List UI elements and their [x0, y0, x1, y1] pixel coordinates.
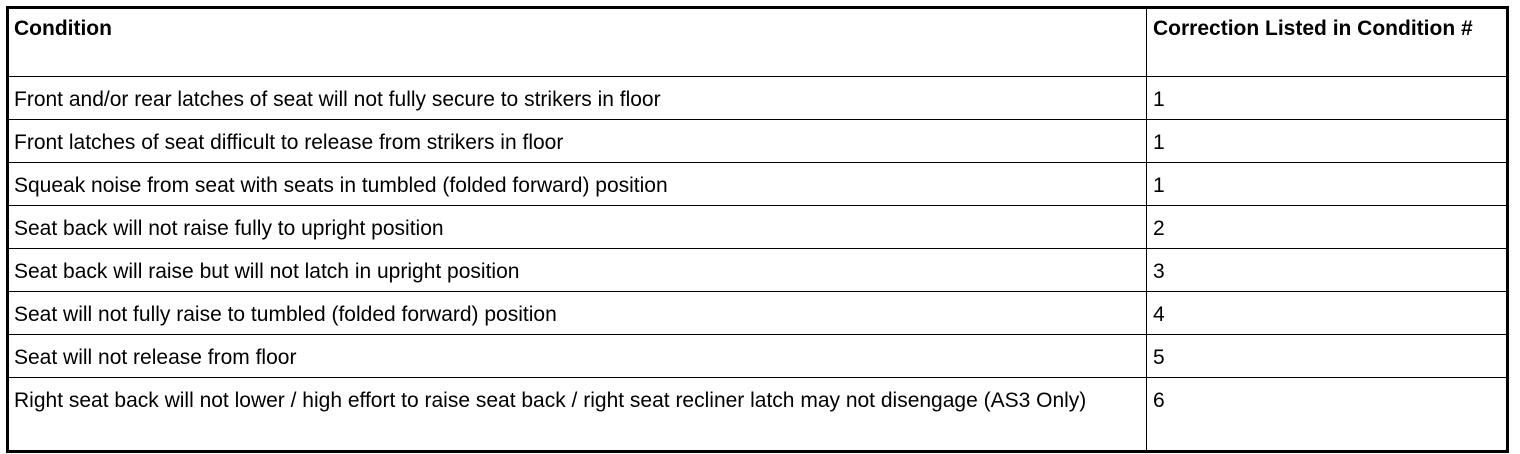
- header-condition: Condition: [8, 8, 1147, 77]
- header-correction: Correction Listed in Condition #: [1147, 8, 1508, 77]
- correction-cell: 1: [1147, 120, 1508, 163]
- table-row: [8, 249, 1508, 292]
- table-row: [8, 163, 1508, 206]
- correction-cell: 2: [1147, 206, 1508, 249]
- table-row: [8, 77, 1508, 120]
- table-row: [8, 206, 1508, 249]
- table-row: [8, 378, 1508, 452]
- condition-cell: Front and/or rear latches of seat will not fully secure to strikers in floor: [8, 77, 1147, 120]
- condition-cell: Seat back will not raise fully to upright position: [8, 206, 1147, 249]
- correction-cell: 6: [1147, 378, 1508, 452]
- correction-cell: 5: [1147, 335, 1508, 378]
- condition-cell: Right seat back will not lower / high effort to raise seat back / right seat recliner latch may not disengage (AS3 Only): [8, 378, 1147, 452]
- correction-cell: 1: [1147, 163, 1508, 206]
- correction-cell: 3: [1147, 249, 1508, 292]
- correction-cell: 4: [1147, 292, 1508, 335]
- condition-cell: Seat back will raise but will not latch in upright position: [8, 249, 1147, 292]
- correction-cell: 1: [1147, 77, 1508, 120]
- table-row: [8, 335, 1508, 378]
- condition-cell: Seat will not fully raise to tumbled (folded forward) position: [8, 292, 1147, 335]
- table-header-row: [8, 8, 1508, 77]
- condition-cell: Squeak noise from seat with seats in tumbled (folded forward) position: [8, 163, 1147, 206]
- table-row: [8, 120, 1508, 163]
- condition-cell: Front latches of seat difficult to release from strikers in floor: [8, 120, 1147, 163]
- condition-table: [6, 6, 1509, 453]
- table-row: [8, 292, 1508, 335]
- condition-cell: Seat will not release from floor: [8, 335, 1147, 378]
